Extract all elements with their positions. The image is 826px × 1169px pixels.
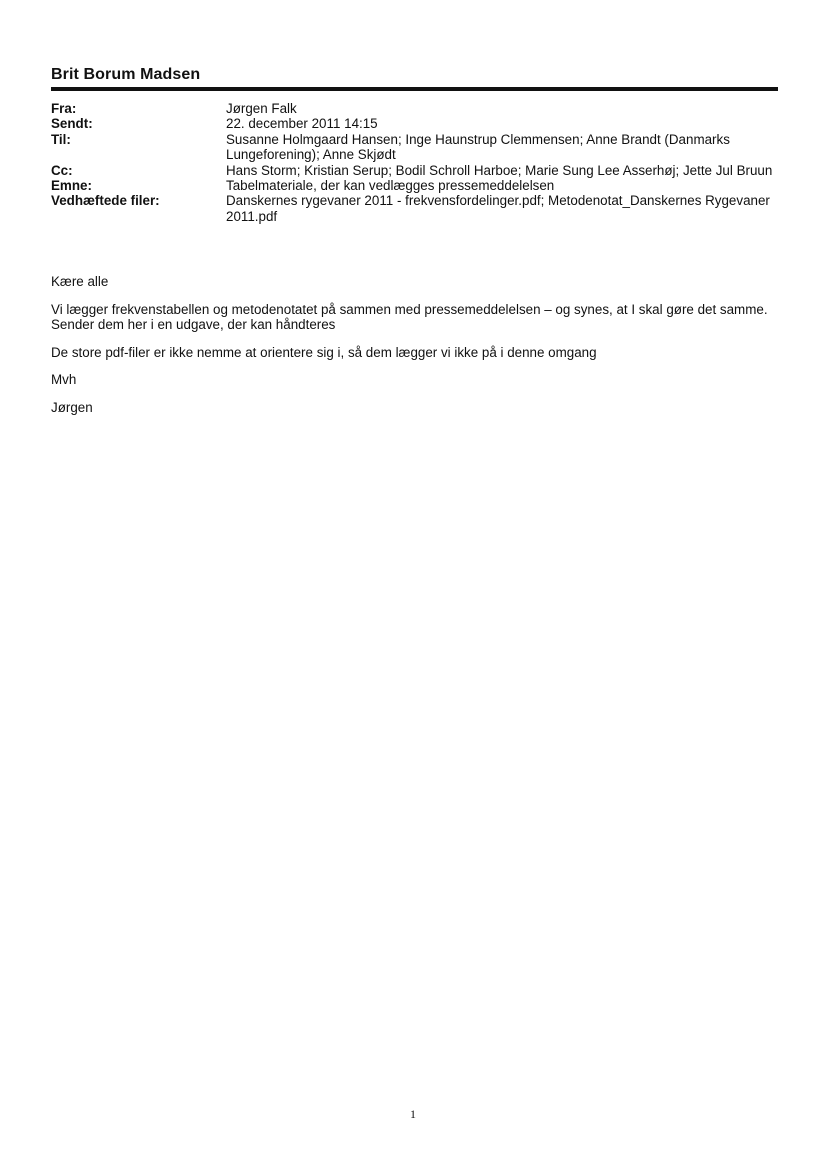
header-divider	[51, 87, 778, 91]
subject-value: Tabelmateriale, der kan vedlægges pressemeddelelsen	[226, 178, 555, 194]
page-number: 1	[410, 1107, 416, 1121]
email-signature: Jørgen	[51, 399, 93, 415]
attachments-value: Danskernes rygevaner 2011 - frekvensfordelinger.pdf; Metodenotat_Danskernes Rygevaner 2011.pdf	[226, 193, 770, 224]
header-row-to	[51, 132, 778, 163]
header-row-attachments	[51, 193, 778, 224]
from-value: Jørgen Falk	[226, 101, 297, 116]
from-label: Fra:	[51, 101, 77, 116]
header-row-from	[51, 101, 778, 116]
to-value: Susanne Holmgaard Hansen; Inge Haunstrup Clemmensen; Anne Brandt (Danmarks Lungeforening); Anne Skjødt	[226, 131, 730, 163]
document-owner-name: Brit Borum Madsen	[51, 66, 201, 83]
cc-value: Hans Storm; Kristian Serup; Bodil Schroll Harboe; Marie Sung Lee Asserhøj; Jette Jul Bruun	[226, 162, 773, 178]
sent-value: 22. december 2011 14:15	[226, 116, 378, 132]
to-label: Til:	[51, 131, 71, 147]
email-greeting: Kære alle	[51, 274, 109, 289]
cc-label: Cc:	[51, 162, 73, 178]
header-row-cc	[51, 163, 778, 178]
sent-label: Sendt:	[51, 116, 93, 132]
email-body	[51, 274, 771, 428]
email-header	[51, 101, 778, 224]
email-closing: Mvh	[51, 372, 77, 388]
email-paragraph: Vi lægger frekvenstabellen og metodenotatet på sammen med pressemeddelelsen – og synes, at I skal gøre det samme. Sender dem her i en udgave, der kan håndteres	[51, 301, 768, 333]
email-paragraph: De store pdf-filer er ikke nemme at orientere sig i, så dem lægger vi ikke på i denne omgang	[51, 344, 597, 360]
header-row-subject	[51, 178, 778, 193]
attachments-label: Vedhæftede filer:	[51, 193, 160, 209]
subject-label: Emne:	[51, 178, 92, 194]
header-row-sent	[51, 116, 778, 131]
